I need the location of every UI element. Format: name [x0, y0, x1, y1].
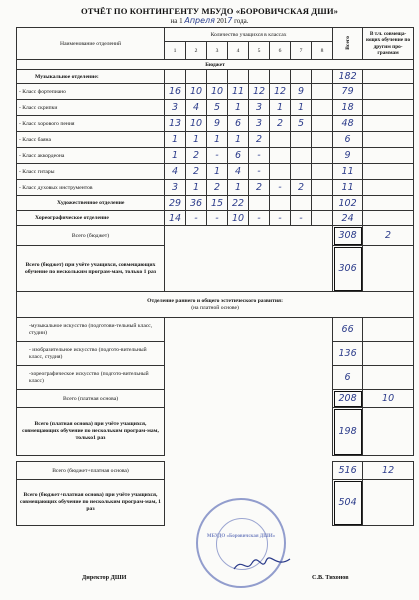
class-row-total: 11	[333, 180, 363, 196]
class-count-cell	[270, 164, 291, 180]
paid-unique-label: Всего (платная основа) при учёте учащихся, совмещающих обучение по нескольким програм-мам, только1 раз	[17, 408, 165, 456]
class-count-cell: 1	[270, 100, 291, 116]
class-count-cell: 29	[165, 196, 186, 211]
budget-total-combined: 2	[363, 226, 414, 246]
grand-total-value: 516	[333, 462, 363, 480]
class-count-cell: 1	[207, 132, 228, 148]
class-number-header: 3	[207, 42, 228, 60]
class-row-label: - Класс духовых инструментов	[17, 180, 165, 196]
class-count-cell: 4	[228, 164, 249, 180]
class-count-cell	[291, 148, 312, 164]
chor-dept-label: Хореографическое отделение	[17, 211, 165, 226]
combined-cell	[363, 100, 414, 116]
class-count-cell	[312, 84, 333, 100]
col-header-total: Всего	[333, 28, 363, 60]
combined-cell	[363, 164, 414, 180]
class-count-cell: 5	[207, 100, 228, 116]
paid-row-total: 6	[333, 366, 363, 390]
class-count-cell: 14	[165, 211, 186, 226]
class-count-cell: -	[207, 211, 228, 226]
director-signature	[232, 555, 292, 575]
class-number-header: 5	[249, 42, 270, 60]
class-row-total: 18	[333, 100, 363, 116]
class-count-cell	[312, 196, 333, 211]
grand-unique-label: Всего (бюджет+платная основа) при учёте учащихся, совмещающих обучение по нескольким програм-мам, 1 раз	[17, 480, 165, 526]
grand-total-combined: 12	[363, 462, 414, 480]
art-dept-label: Художественное отделение	[17, 196, 165, 211]
class-count-cell: -	[186, 211, 207, 226]
paid-unique-value: 198	[333, 408, 363, 456]
class-count-cell: -	[249, 164, 270, 180]
date-prefix: на 1	[170, 17, 183, 25]
class-row-total: 48	[333, 116, 363, 132]
class-count-cell: 1	[165, 148, 186, 164]
class-count-cell: 2	[186, 164, 207, 180]
class-count-cell	[312, 211, 333, 226]
grand-unique-value: 504	[333, 480, 363, 526]
report-title: ОТЧЁТ ПО КОНТИНГЕНТУ МБУДО «БОРОВИЧСКАЯ ДШИ»	[80, 6, 339, 16]
class-row-total: 9	[333, 148, 363, 164]
paid-total-label: Всего (платная основа)	[17, 390, 165, 408]
class-count-cell: 1	[186, 132, 207, 148]
class-count-cell: 11	[228, 84, 249, 100]
date-year-suffix: 7	[227, 16, 233, 25]
table-row	[17, 148, 414, 164]
budget-total-value: 308	[333, 226, 363, 246]
class-number-header: 1	[165, 42, 186, 60]
class-count-cell	[249, 196, 270, 211]
class-count-cell: 2	[249, 180, 270, 196]
paid-row-label: -музыкальное искусство (подготови-тельный класс, студии)	[17, 318, 165, 342]
paid-row	[17, 366, 414, 390]
paid-row-label: -хореографическое искусство (подгото-вительный класс)	[17, 366, 165, 390]
class-count-cell: -	[249, 148, 270, 164]
class-count-cell: 6	[228, 148, 249, 164]
budget-unique-label: Всего (бюджет) при учёте учащихся, совмещающих обучение по нескольким програм-мам, только 1 раз	[17, 246, 165, 292]
class-count-cell	[312, 180, 333, 196]
budget-unique-value: 306	[333, 246, 363, 292]
class-count-cell: 1	[207, 164, 228, 180]
class-number-header: 4	[228, 42, 249, 60]
class-count-cell: 16	[165, 84, 186, 100]
class-count-cell: 6	[228, 116, 249, 132]
class-count-cell: 13	[165, 116, 186, 132]
class-number-header: 2	[186, 42, 207, 60]
date-suffix: года.	[234, 17, 249, 25]
table-row	[17, 84, 414, 100]
table-row	[17, 132, 414, 148]
class-count-cell: 2	[207, 180, 228, 196]
class-row-total: 6	[333, 132, 363, 148]
class-count-cell: 1	[228, 100, 249, 116]
col-header-name: Наименование отделений	[17, 28, 165, 60]
class-count-cell: 1	[291, 100, 312, 116]
class-count-cell: 4	[186, 100, 207, 116]
report-date	[0, 16, 419, 25]
class-count-cell	[291, 132, 312, 148]
class-count-cell: 2	[270, 116, 291, 132]
music-dept-label: Музыкальное отделение:	[17, 70, 165, 84]
class-count-cell: -	[270, 180, 291, 196]
class-count-cell	[291, 164, 312, 180]
class-count-cell: 9	[207, 116, 228, 132]
paid-row	[17, 318, 414, 342]
class-row-label: - Класс скрипки	[17, 100, 165, 116]
class-row-total: 79	[333, 84, 363, 100]
class-count-cell: 10	[228, 211, 249, 226]
contingent-table	[16, 27, 414, 526]
class-count-cell: 1	[165, 132, 186, 148]
combined-cell	[363, 132, 414, 148]
class-number-header: 6	[270, 42, 291, 60]
class-count-cell: -	[249, 211, 270, 226]
table-row	[17, 180, 414, 196]
class-count-cell: 22	[228, 196, 249, 211]
table-row	[17, 100, 414, 116]
combined-cell	[363, 196, 414, 211]
paid-section	[17, 292, 414, 318]
combined-cell	[363, 84, 414, 100]
class-count-cell	[270, 148, 291, 164]
class-count-cell: 2	[291, 180, 312, 196]
class-row-label: - Класс фортепиано	[17, 84, 165, 100]
class-count-cell	[291, 196, 312, 211]
class-count-cell: 2	[249, 132, 270, 148]
col-header-combined: В т.ч. совмеща-ющих обучение по другим про-граммам	[363, 28, 414, 60]
class-count-cell	[312, 100, 333, 116]
combined-cell	[363, 180, 414, 196]
director-label: Директор ДШИ	[82, 574, 127, 581]
art-dept-total: 102	[333, 196, 363, 211]
class-count-cell: 1	[228, 132, 249, 148]
class-count-cell: 3	[249, 100, 270, 116]
class-count-cell: 10	[186, 116, 207, 132]
class-count-cell: -	[270, 211, 291, 226]
class-count-cell: 9	[291, 84, 312, 100]
paid-row-total: 136	[333, 342, 363, 366]
grand-total-label: Всего (бюджет+платная основа)	[17, 462, 165, 480]
paid-total-value: 208	[333, 390, 363, 408]
paid-total-combined: 10	[363, 390, 414, 408]
section-budget: Бюджет	[17, 60, 414, 70]
class-count-cell: -	[291, 211, 312, 226]
music-dept-total: 182	[333, 70, 363, 84]
class-count-cell	[312, 116, 333, 132]
paid-row	[17, 342, 414, 366]
class-count-cell: 1	[228, 180, 249, 196]
class-count-cell: 1	[186, 180, 207, 196]
class-count-cell	[312, 164, 333, 180]
class-count-cell: 3	[249, 116, 270, 132]
combined-cell	[363, 116, 414, 132]
class-count-cell	[270, 196, 291, 211]
class-count-cell: 3	[165, 100, 186, 116]
paid-section-subtitle: (на платной основе)	[191, 304, 239, 311]
budget-total-label: Всего (бюджет)	[17, 226, 165, 246]
date-year-prefix: 201	[216, 17, 228, 25]
table-row	[17, 116, 414, 132]
class-count-cell: 3	[165, 180, 186, 196]
paid-section-title: Отделение раннего и общего эстетического развития:	[147, 297, 283, 304]
class-count-cell	[270, 132, 291, 148]
class-row-label: - Класс баяна	[17, 132, 165, 148]
class-number-header: 7	[291, 42, 312, 60]
paid-row-total: 66	[333, 318, 363, 342]
table-row	[17, 164, 414, 180]
class-count-cell: 36	[186, 196, 207, 211]
class-count-cell: 12	[249, 84, 270, 100]
class-count-cell: 4	[165, 164, 186, 180]
class-count-cell: 2	[186, 148, 207, 164]
col-header-classes: Количество учащихся в классах	[165, 28, 333, 42]
class-row-label: - Класс аккордеона	[17, 148, 165, 164]
class-number-header: 8	[312, 42, 333, 60]
class-row-label: - Класс хорового пения	[17, 116, 165, 132]
chor-dept-total: 24	[333, 211, 363, 226]
class-row-total: 11	[333, 164, 363, 180]
class-count-cell: 10	[207, 84, 228, 100]
combined-cell	[363, 148, 414, 164]
class-row-label: - Класс гитары	[17, 164, 165, 180]
director-name: С.В. Тихонов	[312, 574, 349, 581]
class-count-cell	[312, 148, 333, 164]
class-count-cell: 12	[270, 84, 291, 100]
combined-cell	[363, 211, 414, 226]
class-count-cell: 5	[291, 116, 312, 132]
stamp-text: МБУДО «Боровичская ДШИ»	[206, 534, 276, 539]
class-count-cell: -	[207, 148, 228, 164]
date-month: Апреля	[184, 16, 215, 25]
class-count-cell: 10	[186, 84, 207, 100]
class-count-cell	[312, 132, 333, 148]
paid-row-label: - изобразительное искусство (подгото-вительный класс, студия)	[17, 342, 165, 366]
class-count-cell: 15	[207, 196, 228, 211]
